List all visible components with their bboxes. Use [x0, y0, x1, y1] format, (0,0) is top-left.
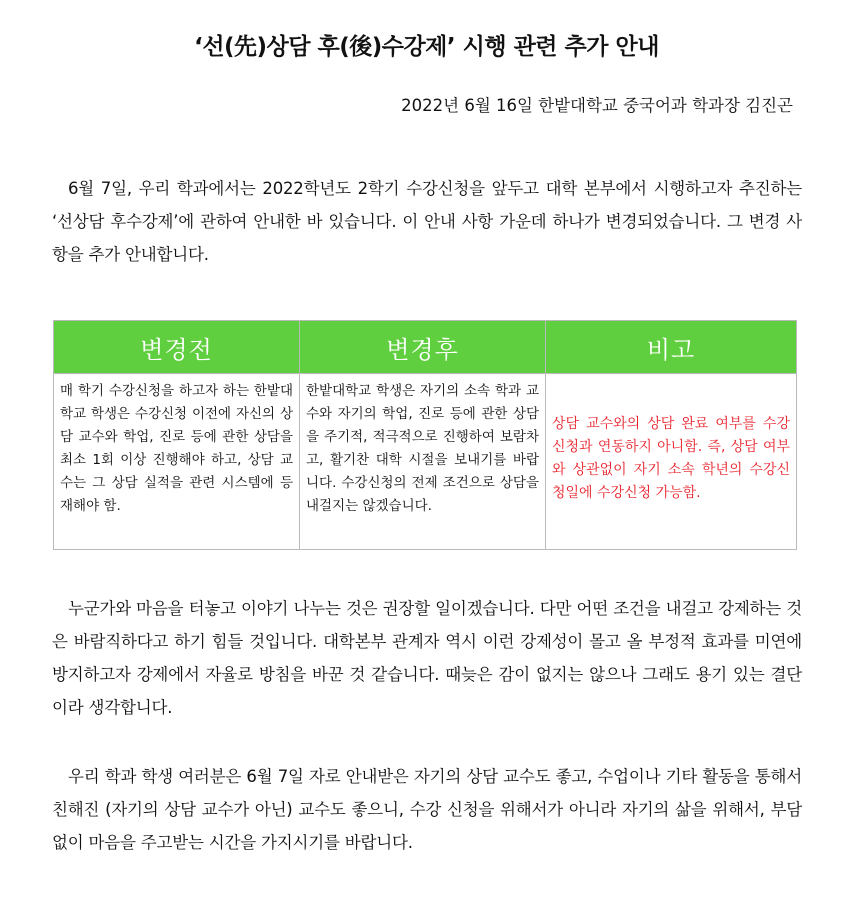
cell-before-change: 매 학기 수강신청을 하고자 하는 한밭대학교 학생은 수강신청 이전에 자신의 상담 교수와 학업, 진로 등에 관한 상담을 최소 1회 이상 진행해야 하고, 상담 교수는 그 상담 실적을 관련 시스템에 등재해야 함.: [54, 374, 300, 550]
header-after-change: 변경후: [300, 321, 546, 374]
cell-remarks: 상담 교수와의 상담 완료 여부를 수강신청과 연동하지 아니함. 즉, 상담 여부와 상관없이 자기 소속 학년의 수강신청일에 수강신청 가능함.: [546, 374, 797, 550]
body-paragraph-3: 우리 학과 학생 여러분은 6월 7일 자로 안내받은 자기의 상담 교수도 좋고, 수업이나 기타 활동을 통해서 친해진 (자기의 상담 교수가 아닌) 교수도 좋으니, 수강 신청을 위해서가 아니라 자기의 삶을 위해서, 부담 없이 마음을 주고받는 시간을 가지시기를 바랍니다.: [52, 767, 802, 852]
change-table-header-row: [54, 321, 797, 374]
body-paragraph-2: 누군가와 마음을 터놓고 이야기 나누는 것은 권장할 일이겠습니다. 다만 어떤 조건을 내걸고 강제하는 것은 바람직하다고 하기 힘들 것입니다. 대학본부 관계자 역시 이런 강제성이 몰고 올 부정적 효과를 미연에 방지하고자 강제에서 자율로 방침을 바꾼 것 같습니다. 때늦은 감이 없지는 않으나 그래도 용기 있는 결단이라 생각합니다.: [52, 599, 802, 717]
change-table: [53, 320, 797, 550]
header-before-change: 변경전: [54, 321, 300, 374]
intro-paragraph: 6월 7일, 우리 학과에서는 2022학년도 2학기 수강신청을 앞두고 대학 본부에서 시행하고자 추진하는 ‘선상담 후수강제’에 관하여 안내한 바 있습니다. 이 안내 사항 가운데 하나가 변경되었습니다. 그 변경 사항을 추가 안내합니다.: [52, 179, 802, 264]
document-byline: 2022년 6월 16일 한밭대학교 중국어과 학과장 김진곤: [401, 96, 793, 115]
document-title: ‘선(先)상담 후(後)수강제’ 시행 관련 추가 안내: [194, 34, 659, 60]
cell-after-change: 한밭대학교 학생은 자기의 소속 학과 교수와 자기의 학업, 진로 등에 관한 상담을 주기적, 적극적으로 진행하여 보람차고, 활기찬 대학 시절을 보내기를 바랍니다. 수강신청의 전제 조건으로 상담을 내걸지는 않겠습니다.: [300, 374, 546, 550]
change-table-row: [54, 374, 797, 550]
header-remarks: 비고: [546, 321, 797, 374]
